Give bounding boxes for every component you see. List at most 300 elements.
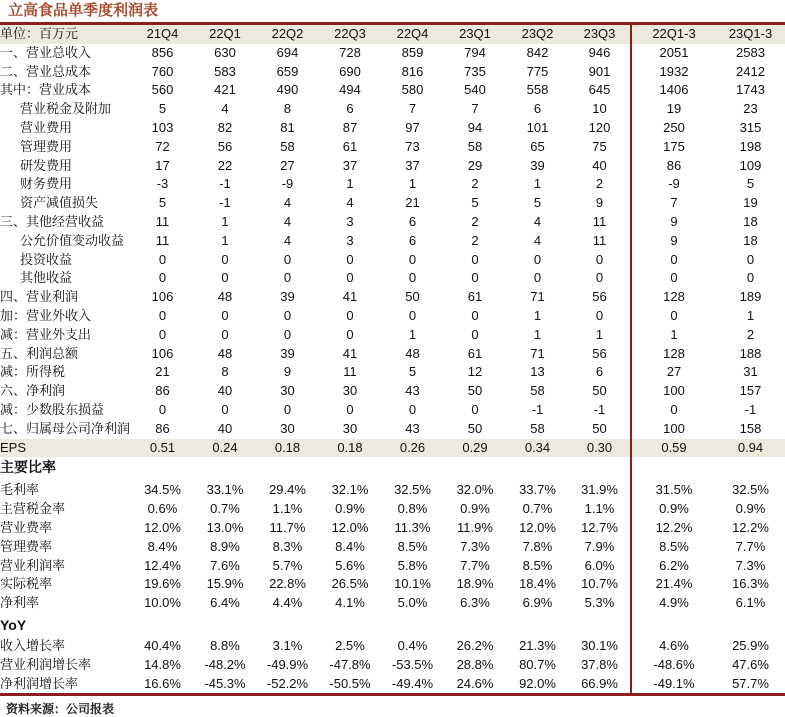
value-cell: 18.9% <box>456 576 494 592</box>
value-cell <box>631 457 716 481</box>
value-cell: 5 <box>533 195 542 211</box>
value-cell: 26.5% <box>331 576 369 592</box>
value-cell: 0 <box>631 251 716 270</box>
table-row <box>0 213 785 232</box>
column-header: 21Q4 <box>131 25 194 44</box>
value-cell: 8.4% <box>147 538 178 554</box>
row-label: 主营税金率 <box>0 501 66 517</box>
value-cell: 57.7% <box>732 675 769 691</box>
value-cell: 41 <box>342 345 358 361</box>
value-cell: 6.2% <box>631 557 716 576</box>
value-cell: 1.1% <box>272 501 303 517</box>
value-cell <box>194 613 256 637</box>
value-cell: 8.3% <box>272 538 303 554</box>
value-cell: 4 <box>221 101 229 117</box>
value-cell: 5.3% <box>584 595 615 611</box>
value-cell: 22 <box>217 157 233 173</box>
value-cell: 6 <box>408 232 417 248</box>
value-cell: 11.9% <box>457 519 493 535</box>
value-cell: 11.3% <box>394 519 431 535</box>
value-cell: 728 <box>339 44 361 60</box>
value-cell: 5 <box>471 195 479 211</box>
value-cell: 1 <box>533 176 542 192</box>
table-row <box>0 288 785 307</box>
value-cell: 5.8% <box>397 557 428 573</box>
value-cell: 40.4% <box>144 637 181 653</box>
row-label: 营业费率 <box>0 519 53 535</box>
value-cell: 75 <box>592 138 607 154</box>
value-cell: 189 <box>739 289 762 305</box>
value-cell: 30 <box>342 420 358 436</box>
value-cell: 82 <box>217 119 233 135</box>
value-cell: 1743 <box>736 82 765 98</box>
value-cell: 32.0% <box>456 482 494 498</box>
value-cell: 100 <box>631 420 716 439</box>
value-cell: 0.7% <box>210 501 240 517</box>
value-cell: 4 <box>283 232 292 248</box>
value-cell: 11 <box>343 364 357 380</box>
source-note: 资料来源：公司报表 <box>6 702 115 717</box>
value-cell: 106 <box>151 345 174 361</box>
value-cell: 97 <box>405 119 420 135</box>
value-cell: -53.5% <box>391 656 434 672</box>
table-row <box>0 345 785 364</box>
value-cell: 2 <box>746 326 755 342</box>
value-cell: 31.9% <box>581 482 618 498</box>
value-cell: 1 <box>221 213 229 229</box>
value-cell: 5 <box>408 364 417 380</box>
row-label: 三、其他经营收益 <box>0 213 105 229</box>
value-cell: 27 <box>280 157 295 173</box>
table-row <box>0 420 785 439</box>
value-cell: 0 <box>221 401 229 417</box>
value-cell: 5.7% <box>272 557 303 573</box>
value-cell: 0 <box>158 270 167 286</box>
value-cell: 1.1% <box>584 501 615 517</box>
value-cell: 23 <box>743 101 758 117</box>
value-cell: 0 <box>471 251 479 267</box>
value-cell <box>319 457 381 481</box>
row-label: 营业利润增长率 <box>0 656 92 672</box>
row-label: 投资收益 <box>20 251 73 267</box>
value-cell: 6.0% <box>584 557 615 573</box>
table-row <box>0 44 785 63</box>
row-label: YoY <box>0 616 27 633</box>
row-label: 资产减值损失 <box>20 195 99 211</box>
value-cell: 6 <box>595 364 604 380</box>
table-row <box>0 382 785 401</box>
value-cell: 50 <box>592 420 607 436</box>
table-row <box>0 575 785 594</box>
value-cell: 4 <box>533 232 542 248</box>
value-cell: 0 <box>408 307 417 323</box>
value-cell: 21.4% <box>631 575 716 594</box>
value-cell: 4.4% <box>272 595 303 611</box>
row-label: 营业费用 <box>20 119 73 135</box>
value-cell: 21 <box>405 195 420 211</box>
column-header: 22Q1 <box>194 25 256 44</box>
value-cell: 7.9% <box>584 538 615 554</box>
value-cell: 0 <box>158 326 167 342</box>
value-cell: 4 <box>283 213 292 229</box>
value-cell: 659 <box>276 63 299 79</box>
value-cell: 775 <box>526 63 549 79</box>
value-cell: 66.9% <box>581 675 618 691</box>
value-cell: 43 <box>405 420 420 436</box>
table-row <box>0 63 785 82</box>
value-cell <box>131 613 194 637</box>
value-cell: 0 <box>631 307 716 326</box>
value-cell: 92.0% <box>519 675 556 691</box>
value-cell: 0 <box>221 270 229 286</box>
value-cell: 33.7% <box>519 482 556 498</box>
value-cell: 421 <box>214 82 236 98</box>
value-cell: 10 <box>592 101 607 117</box>
value-cell: 26.2% <box>456 637 494 653</box>
table-row <box>0 157 785 176</box>
value-cell: 7.7% <box>460 557 490 573</box>
value-cell: 0 <box>221 251 229 267</box>
value-cell: 2 <box>471 232 479 248</box>
value-cell: 946 <box>588 44 611 60</box>
value-cell: 19.6% <box>144 576 181 592</box>
value-cell: 0.7% <box>522 501 553 517</box>
value-cell: 128 <box>631 288 716 307</box>
value-cell: 8.4% <box>335 538 365 554</box>
value-cell: 33.1% <box>206 482 244 498</box>
value-cell: 7.8% <box>522 538 553 554</box>
value-cell: 842 <box>526 44 549 60</box>
value-cell: 580 <box>401 82 424 98</box>
table-row <box>0 138 785 157</box>
value-cell: 103 <box>151 119 174 135</box>
value-cell: 2 <box>471 213 479 229</box>
value-cell: 0 <box>221 326 229 342</box>
income-statement-table <box>0 25 785 693</box>
value-cell: 558 <box>526 82 549 98</box>
value-cell: 175 <box>631 138 716 157</box>
value-cell: 0.9% <box>335 501 365 517</box>
row-label: 六、净利润 <box>0 383 66 399</box>
value-cell <box>319 613 381 637</box>
value-cell: -52.2% <box>266 675 309 691</box>
value-cell <box>381 457 444 481</box>
value-cell: 5.0% <box>397 595 428 611</box>
value-cell <box>194 457 256 481</box>
row-label: 管理费用 <box>20 138 73 154</box>
value-cell: 10.1% <box>394 576 431 592</box>
table-row <box>0 175 785 194</box>
value-cell: 12.2% <box>732 519 769 535</box>
value-cell: 6 <box>408 213 417 229</box>
value-cell: 3 <box>346 213 354 229</box>
value-cell: 0.6% <box>147 501 178 517</box>
value-cell: 58 <box>280 138 295 154</box>
value-cell: 1 <box>631 326 716 345</box>
value-cell: 0.59 <box>631 439 716 458</box>
value-cell: 47.6% <box>732 656 769 672</box>
value-cell <box>444 613 506 637</box>
value-cell: 31.5% <box>631 481 716 500</box>
value-cell: 5.6% <box>335 557 365 573</box>
value-cell: 0 <box>471 307 479 323</box>
column-header: 23Q2 <box>506 25 569 44</box>
value-cell: 37 <box>342 157 358 173</box>
value-cell: 0.9% <box>735 501 766 517</box>
table-row <box>0 656 785 675</box>
value-cell: 15.9% <box>206 576 244 592</box>
value-cell: 0.34 <box>506 439 569 458</box>
value-cell: 2 <box>595 176 604 192</box>
value-cell: 0.51 <box>131 439 194 458</box>
value-cell: 40 <box>592 157 607 173</box>
value-cell: 0 <box>533 270 542 286</box>
value-cell: 1 <box>221 232 229 248</box>
value-cell: 12.2% <box>631 519 716 538</box>
value-cell: 61 <box>342 138 358 154</box>
value-cell: 0 <box>408 251 417 267</box>
value-cell: 86 <box>155 383 170 399</box>
table-row <box>0 119 785 138</box>
value-cell: 48 <box>217 345 233 361</box>
row-label: 其他收益 <box>20 270 73 286</box>
value-cell <box>716 613 785 637</box>
value-cell: 690 <box>339 63 361 79</box>
row-label: 减：营业外支出 <box>0 326 92 342</box>
value-cell: 188 <box>739 345 762 361</box>
value-cell: 13 <box>530 364 545 380</box>
value-cell: 100 <box>631 382 716 401</box>
value-cell: 58 <box>530 420 545 436</box>
value-cell: 0 <box>471 326 479 342</box>
value-cell: 37.8% <box>581 656 618 672</box>
value-cell: 158 <box>739 420 762 436</box>
value-cell: -49.4% <box>391 675 434 691</box>
value-cell: 11 <box>592 232 607 248</box>
table-row <box>0 557 785 576</box>
value-cell: 3 <box>346 232 354 248</box>
table-row <box>0 363 785 382</box>
value-cell: 0 <box>283 270 292 286</box>
value-cell: 65 <box>530 138 545 154</box>
row-label: 研发费用 <box>20 157 73 173</box>
value-cell: -1 <box>744 401 757 417</box>
value-cell <box>256 457 319 481</box>
value-cell: 0 <box>408 401 417 417</box>
value-cell: 7 <box>408 101 417 117</box>
value-cell: 32.5% <box>394 482 431 498</box>
value-cell: 4 <box>533 213 542 229</box>
value-cell: 12.4% <box>144 557 181 573</box>
column-header: 23Q1 <box>444 25 506 44</box>
table-row <box>0 613 785 637</box>
value-cell: 71 <box>530 345 545 361</box>
value-cell <box>631 613 716 637</box>
value-cell: 17 <box>155 157 170 173</box>
value-cell: 31 <box>743 364 758 380</box>
value-cell: 8.8% <box>210 637 240 653</box>
row-label: 管理费率 <box>0 538 53 554</box>
value-cell: 6.9% <box>522 595 553 611</box>
value-cell: 32.5% <box>732 482 769 498</box>
value-cell: 8.5% <box>397 538 428 554</box>
value-cell: 250 <box>631 119 716 138</box>
value-cell: 6.1% <box>735 595 766 611</box>
value-cell: -3 <box>156 176 169 192</box>
row-label: 主要比率 <box>0 461 56 477</box>
value-cell: 50 <box>467 420 483 436</box>
value-cell: 0 <box>346 251 354 267</box>
value-cell: 72 <box>155 138 170 154</box>
value-cell: 1 <box>595 326 604 342</box>
value-cell: 0.4% <box>397 637 428 653</box>
value-cell: 0 <box>221 307 229 323</box>
value-cell: 7.3% <box>460 538 490 554</box>
value-cell: 1 <box>533 326 542 342</box>
value-cell: -1 <box>219 176 231 192</box>
value-cell: 694 <box>276 44 299 60</box>
value-cell: 61 <box>467 289 483 305</box>
value-cell: 7.6% <box>210 557 240 573</box>
value-cell: 32.1% <box>331 482 369 498</box>
row-label: 净利润增长率 <box>0 675 79 691</box>
value-cell: -50.5% <box>329 675 371 691</box>
table-row <box>0 251 785 270</box>
value-cell <box>569 457 631 481</box>
row-label: 一、营业总收入 <box>0 44 92 60</box>
value-cell: 4 <box>346 195 354 211</box>
value-cell: 0 <box>471 401 479 417</box>
value-cell: 11.7% <box>269 519 306 535</box>
value-cell: -49.1% <box>631 675 716 694</box>
value-cell: 8.5% <box>522 557 553 573</box>
table-row <box>0 194 785 213</box>
row-label: 五、利润总额 <box>0 345 79 361</box>
value-cell: 856 <box>151 44 174 60</box>
value-cell: 11 <box>592 213 607 229</box>
value-cell: 315 <box>739 119 762 135</box>
value-cell: 40 <box>217 420 233 436</box>
row-label: 营业利润率 <box>0 557 66 573</box>
value-cell: 5 <box>746 176 755 192</box>
value-cell: 80.7% <box>519 656 556 672</box>
value-cell: 0 <box>346 326 354 342</box>
table-row <box>0 637 785 656</box>
value-cell: 0 <box>283 326 292 342</box>
value-cell: 30 <box>342 383 358 399</box>
value-cell: 34.5% <box>144 482 181 498</box>
value-cell: -49.9% <box>266 656 309 672</box>
value-cell <box>381 613 444 637</box>
value-cell: 56 <box>217 138 233 154</box>
value-cell: 540 <box>464 82 486 98</box>
value-cell: 0.29 <box>444 439 506 458</box>
table-row <box>0 594 785 613</box>
value-cell: 560 <box>151 82 174 98</box>
row-label: 减：所得税 <box>0 364 66 380</box>
value-cell: 9 <box>631 213 716 232</box>
row-label: 实际税率 <box>0 576 53 592</box>
column-header: 23Q1-3 <box>716 25 785 44</box>
value-cell: 1 <box>346 176 354 192</box>
value-cell: 859 <box>401 44 424 60</box>
value-cell: 14.8% <box>144 656 181 672</box>
value-cell: 0 <box>746 270 755 286</box>
value-cell: 583 <box>214 63 236 79</box>
row-label: 二、营业总成本 <box>0 63 92 79</box>
value-cell: 0.9% <box>460 501 490 517</box>
value-cell: 7 <box>631 194 716 213</box>
value-cell: 58 <box>467 138 483 154</box>
value-cell: 50 <box>467 383 483 399</box>
value-cell: 0 <box>283 307 292 323</box>
table-row <box>0 81 785 100</box>
table-row <box>0 519 785 538</box>
value-cell: 6.3% <box>460 595 490 611</box>
column-header: 22Q4 <box>381 25 444 44</box>
value-cell: 71 <box>530 289 545 305</box>
value-cell <box>444 457 506 481</box>
value-cell: -48.2% <box>204 656 246 672</box>
value-cell: 1406 <box>631 81 716 100</box>
value-cell: -1 <box>531 401 544 417</box>
value-cell: 12.0% <box>331 519 369 535</box>
value-cell: 0 <box>595 307 604 323</box>
value-cell: 760 <box>151 63 174 79</box>
value-cell: 9 <box>283 364 292 380</box>
value-cell: 0 <box>283 251 292 267</box>
unit-header: 单位：百万元 <box>0 25 131 44</box>
value-cell: 630 <box>214 44 236 60</box>
value-cell: 19 <box>743 195 758 211</box>
value-cell: 16.3% <box>732 576 769 592</box>
value-cell: 86 <box>155 420 170 436</box>
value-cell: 4.9% <box>631 594 716 613</box>
value-cell: 0 <box>158 401 167 417</box>
value-cell: 198 <box>739 138 762 154</box>
value-cell: 6 <box>533 101 542 117</box>
value-cell: 7.3% <box>735 557 766 573</box>
value-cell <box>506 613 569 637</box>
value-cell: 56 <box>592 345 607 361</box>
value-cell: 9 <box>631 232 716 251</box>
value-cell: 0 <box>346 401 354 417</box>
value-cell: -9 <box>631 175 716 194</box>
value-cell: 24.6% <box>456 675 494 691</box>
row-label: 营业税金及附加 <box>20 101 112 117</box>
value-cell: 25.9% <box>732 637 769 653</box>
value-cell: 39 <box>530 157 545 173</box>
value-cell: 0.18 <box>256 439 319 458</box>
table-row <box>0 326 785 345</box>
value-cell: -48.6% <box>631 656 716 675</box>
value-cell: 28.8% <box>456 656 494 672</box>
value-cell: 18 <box>743 232 758 248</box>
value-cell: 7 <box>471 101 479 117</box>
value-cell: 12.0% <box>519 519 556 535</box>
value-cell: 50 <box>592 383 607 399</box>
value-cell: 4 <box>283 195 292 211</box>
value-cell: 106 <box>151 289 174 305</box>
value-cell: 37 <box>405 157 420 173</box>
value-cell: 30.1% <box>581 637 618 653</box>
value-cell: 9 <box>595 195 604 211</box>
value-cell: 0 <box>533 251 542 267</box>
value-cell: 16.6% <box>144 675 181 691</box>
row-label: 加：营业外收入 <box>0 307 92 323</box>
value-cell: 48 <box>405 345 420 361</box>
value-cell: 10.0% <box>144 595 181 611</box>
